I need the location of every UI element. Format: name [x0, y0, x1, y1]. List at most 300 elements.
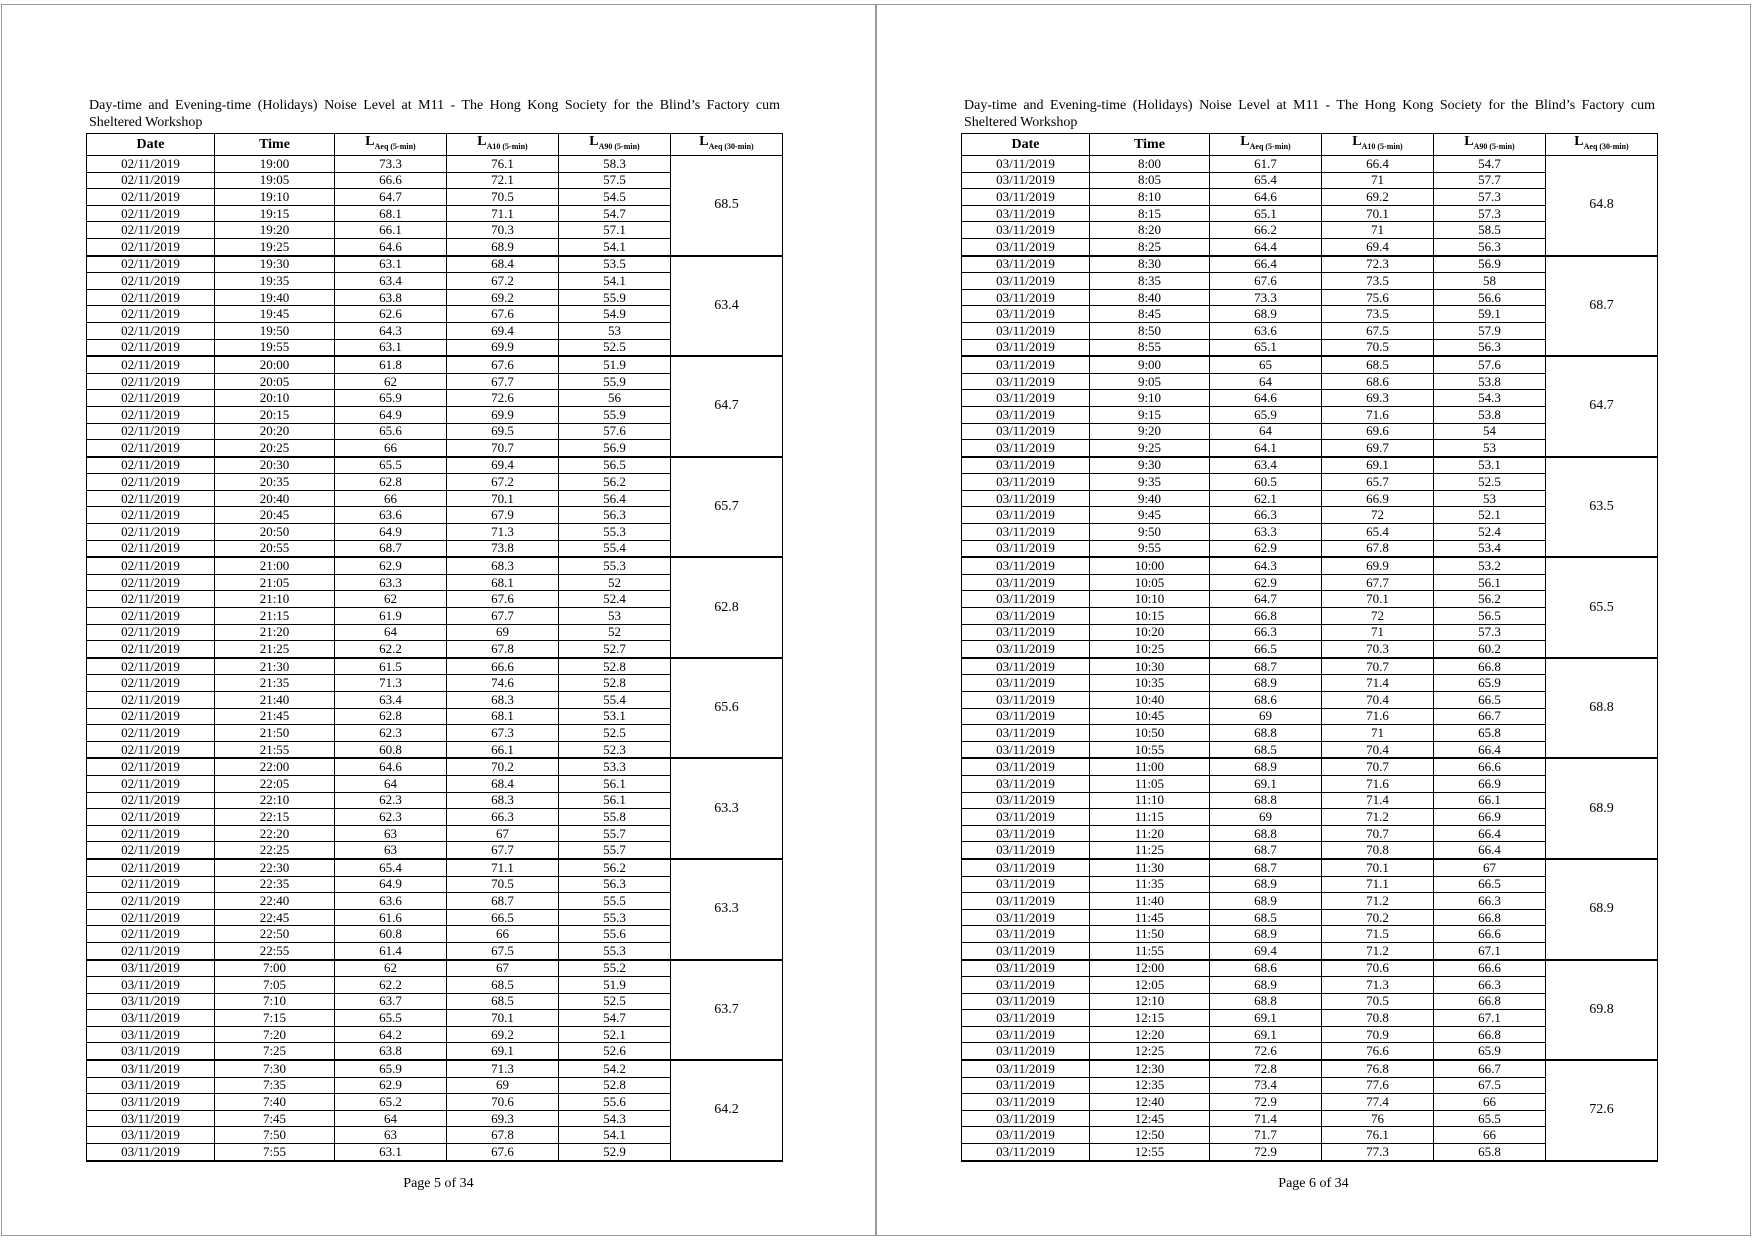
laeq-5min-cell: 66.3: [1210, 507, 1322, 524]
laeq-5min-cell: 68.8: [1210, 725, 1322, 742]
la10-5min-cell: 76.6: [1322, 1043, 1434, 1060]
laeq-5min-cell: 62: [335, 373, 447, 390]
header-la90-5min: [559, 134, 671, 156]
laeq-5min-cell: 64: [335, 775, 447, 792]
laeq-5min-cell: 73.3: [335, 156, 447, 173]
time-cell: 11:25: [1090, 842, 1210, 859]
time-cell: 10:45: [1090, 708, 1210, 725]
la10-5min-cell: 68.3: [447, 692, 559, 709]
la10-5min-cell: 67.7: [1322, 574, 1434, 591]
la10-5min-cell: 72.3: [1322, 256, 1434, 273]
date-cell: 03/11/2019: [962, 256, 1090, 273]
la90-5min-cell: 57.6: [559, 423, 671, 440]
laeq-5min-cell: 68.9: [1210, 926, 1322, 943]
la10-5min-cell: 71.2: [1322, 893, 1434, 910]
laeq-5min-cell: 68.6: [1210, 960, 1322, 977]
time-cell: 9:45: [1090, 507, 1210, 524]
la10-5min-cell: 70.4: [1322, 692, 1434, 709]
laeq-5min-cell: 61.4: [335, 942, 447, 959]
time-cell: 21:00: [215, 557, 335, 574]
table-row: [962, 256, 1658, 273]
laeq-5min-cell: 63: [335, 825, 447, 842]
laeq-5min-cell: 66.5: [1210, 641, 1322, 658]
time-cell: 19:40: [215, 289, 335, 306]
time-cell: 7:45: [215, 1110, 335, 1127]
laeq-30min-cell: 65.5: [1546, 557, 1658, 658]
time-cell: 22:25: [215, 842, 335, 859]
laeq-5min-cell: 65.6: [335, 423, 447, 440]
la10-5min-cell: 75.6: [1322, 289, 1434, 306]
la90-5min-cell: 55.9: [559, 289, 671, 306]
la90-5min-cell: 55.4: [559, 540, 671, 557]
la10-5min-cell: 71.2: [1322, 942, 1434, 959]
laeq-30min-cell: 63.7: [671, 960, 783, 1061]
la10-5min-cell: 67.6: [447, 356, 559, 373]
date-cell: 02/11/2019: [87, 859, 215, 876]
la90-5min-cell: 57.3: [1434, 189, 1546, 206]
laeq-5min-cell: 69.1: [1210, 1026, 1322, 1043]
date-cell: 02/11/2019: [87, 624, 215, 641]
la10-5min-cell: 68.7: [447, 893, 559, 910]
time-cell: 20:10: [215, 390, 335, 407]
la90-5min-cell: 53: [1434, 440, 1546, 457]
header-la10-5min: [1322, 134, 1434, 156]
la90-5min-cell: 52.4: [1434, 524, 1546, 541]
date-cell: 02/11/2019: [87, 758, 215, 775]
la10-5min-cell: 71.6: [1322, 406, 1434, 423]
time-cell: 19:15: [215, 205, 335, 222]
time-cell: 7:30: [215, 1060, 335, 1077]
laeq-5min-cell: 62.9: [335, 1077, 447, 1094]
date-cell: 02/11/2019: [87, 440, 215, 457]
la10-5min-cell: 71.2: [1322, 809, 1434, 826]
la90-5min-cell: 52: [559, 574, 671, 591]
laeq-5min-cell: 64.9: [335, 876, 447, 893]
la90-5min-cell: 58.3: [559, 156, 671, 173]
la10-5min-cell: 72: [1322, 608, 1434, 625]
date-cell: 02/11/2019: [87, 540, 215, 557]
table-row: [87, 156, 783, 173]
time-cell: 9:40: [1090, 490, 1210, 507]
date-cell: 02/11/2019: [87, 256, 215, 273]
laeq-5min-cell: 66: [335, 490, 447, 507]
time-cell: 7:10: [215, 993, 335, 1010]
la10-5min-cell: 76: [1322, 1110, 1434, 1127]
time-cell: 7:35: [215, 1077, 335, 1094]
time-cell: 19:35: [215, 273, 335, 290]
time-cell: 19:00: [215, 156, 335, 173]
laeq-30min-cell: 65.7: [671, 457, 783, 558]
laeq-5min-cell: 68.9: [1210, 977, 1322, 994]
time-cell: 20:45: [215, 507, 335, 524]
la90-5min-cell: 66.3: [1434, 893, 1546, 910]
date-cell: 03/11/2019: [962, 775, 1090, 792]
header-laeq-subscript: Aeq (5-min): [1249, 141, 1291, 151]
date-cell: 03/11/2019: [962, 809, 1090, 826]
time-cell: 7:20: [215, 1026, 335, 1043]
table-row: [87, 758, 783, 775]
date-cell: 03/11/2019: [962, 306, 1090, 323]
header-date: Date: [962, 134, 1090, 156]
la10-5min-cell: 72.6: [447, 390, 559, 407]
la10-5min-cell: 68.5: [447, 993, 559, 1010]
la10-5min-cell: 67.6: [447, 306, 559, 323]
time-cell: 19:10: [215, 189, 335, 206]
header-laeq30-subscript: Aeq (30-min): [1583, 141, 1629, 151]
la90-5min-cell: 55.9: [559, 406, 671, 423]
la90-5min-cell: 51.9: [559, 356, 671, 373]
table-header-row: [962, 134, 1658, 156]
date-cell: 03/11/2019: [962, 909, 1090, 926]
date-cell: 03/11/2019: [962, 440, 1090, 457]
laeq-5min-cell: 62.8: [335, 474, 447, 491]
la10-5min-cell: 67: [447, 825, 559, 842]
laeq-5min-cell: 66.8: [1210, 608, 1322, 625]
la10-5min-cell: 68.4: [447, 775, 559, 792]
laeq-5min-cell: 64: [1210, 423, 1322, 440]
la90-5min-cell: 54.9: [559, 306, 671, 323]
la90-5min-cell: 66.8: [1434, 658, 1546, 675]
laeq-5min-cell: 65.4: [335, 859, 447, 876]
la10-5min-cell: 70.2: [1322, 909, 1434, 926]
la90-5min-cell: 56: [559, 390, 671, 407]
date-cell: 02/11/2019: [87, 373, 215, 390]
la10-5min-cell: 71.3: [1322, 977, 1434, 994]
la90-5min-cell: 66.4: [1434, 842, 1546, 859]
date-cell: 03/11/2019: [87, 1094, 215, 1111]
laeq-5min-cell: 68.8: [1210, 825, 1322, 842]
time-cell: 9:55: [1090, 540, 1210, 557]
la90-5min-cell: 56.5: [1434, 608, 1546, 625]
date-cell: 02/11/2019: [87, 156, 215, 173]
laeq-5min-cell: 63.4: [1210, 457, 1322, 474]
table-title: Day-time and Evening-time (Holidays) Noise Level at M11 - The Hong Kong Society for the Blind’s Factory cum Sheltered Workshop: [964, 98, 1655, 130]
time-cell: 21:15: [215, 608, 335, 625]
header-la90-subscript: A90 (5-min): [598, 141, 640, 151]
la10-5min-cell: 69.6: [1322, 423, 1434, 440]
date-cell: 03/11/2019: [962, 708, 1090, 725]
date-cell: 02/11/2019: [87, 306, 215, 323]
date-cell: 03/11/2019: [962, 524, 1090, 541]
date-cell: 02/11/2019: [87, 725, 215, 742]
la90-5min-cell: 67.1: [1434, 1010, 1546, 1027]
time-cell: 22:20: [215, 825, 335, 842]
date-cell: 03/11/2019: [962, 591, 1090, 608]
laeq-5min-cell: 63.6: [335, 507, 447, 524]
la90-5min-cell: 67: [1434, 859, 1546, 876]
date-cell: 03/11/2019: [962, 339, 1090, 356]
laeq-5min-cell: 67.6: [1210, 273, 1322, 290]
la10-5min-cell: 70.7: [1322, 758, 1434, 775]
date-cell: 03/11/2019: [962, 574, 1090, 591]
laeq-5min-cell: 60.8: [335, 741, 447, 758]
la10-5min-cell: 69: [447, 1077, 559, 1094]
time-cell: 9:30: [1090, 457, 1210, 474]
laeq-5min-cell: 72.6: [1210, 1043, 1322, 1060]
time-cell: 7:55: [215, 1144, 335, 1161]
time-cell: 19:50: [215, 322, 335, 339]
la10-5min-cell: 71.1: [1322, 876, 1434, 893]
la10-5min-cell: 76.1: [1322, 1127, 1434, 1144]
table-row: [962, 859, 1658, 876]
laeq-5min-cell: 71.7: [1210, 1127, 1322, 1144]
laeq-5min-cell: 65.1: [1210, 339, 1322, 356]
la90-5min-cell: 66.9: [1434, 809, 1546, 826]
date-cell: 02/11/2019: [87, 741, 215, 758]
laeq-30min-cell: 68.9: [1546, 758, 1658, 859]
la90-5min-cell: 54.3: [559, 1110, 671, 1127]
la90-5min-cell: 53.1: [559, 708, 671, 725]
header-la10-symbol: L: [477, 134, 487, 150]
laeq-5min-cell: 64.6: [1210, 189, 1322, 206]
date-cell: 02/11/2019: [87, 172, 215, 189]
la90-5min-cell: 65.8: [1434, 1144, 1546, 1161]
time-cell: 21:05: [215, 574, 335, 591]
la10-5min-cell: 70.1: [1322, 591, 1434, 608]
date-cell: 03/11/2019: [962, 222, 1090, 239]
la10-5min-cell: 69.3: [1322, 390, 1434, 407]
la90-5min-cell: 52.7: [559, 641, 671, 658]
date-cell: 03/11/2019: [962, 273, 1090, 290]
date-cell: 03/11/2019: [962, 1043, 1090, 1060]
la90-5min-cell: 52.5: [559, 339, 671, 356]
laeq-5min-cell: 62.3: [335, 725, 447, 742]
date-cell: 03/11/2019: [87, 977, 215, 994]
la90-5min-cell: 52: [559, 624, 671, 641]
la10-5min-cell: 69.5: [447, 423, 559, 440]
time-cell: 20:55: [215, 540, 335, 557]
la10-5min-cell: 69.1: [1322, 457, 1434, 474]
la90-5min-cell: 55.7: [559, 825, 671, 842]
la10-5min-cell: 65.7: [1322, 474, 1434, 491]
date-cell: 03/11/2019: [87, 1010, 215, 1027]
time-cell: 22:05: [215, 775, 335, 792]
laeq-5min-cell: 62: [335, 591, 447, 608]
date-cell: 03/11/2019: [962, 741, 1090, 758]
date-cell: 03/11/2019: [962, 1077, 1090, 1094]
la90-5min-cell: 65.8: [1434, 725, 1546, 742]
la90-5min-cell: 56.2: [1434, 591, 1546, 608]
date-cell: 02/11/2019: [87, 775, 215, 792]
la10-5min-cell: 74.6: [447, 675, 559, 692]
la90-5min-cell: 54.3: [1434, 390, 1546, 407]
laeq-5min-cell: 73.3: [1210, 289, 1322, 306]
time-cell: 10:35: [1090, 675, 1210, 692]
la90-5min-cell: 66.6: [1434, 926, 1546, 943]
laeq-5min-cell: 68.5: [1210, 909, 1322, 926]
la90-5min-cell: 66.8: [1434, 993, 1546, 1010]
la10-5min-cell: 68.3: [447, 557, 559, 574]
time-cell: 12:45: [1090, 1110, 1210, 1127]
date-cell: 02/11/2019: [87, 238, 215, 255]
laeq-5min-cell: 68.9: [1210, 893, 1322, 910]
date-cell: 03/11/2019: [962, 238, 1090, 255]
header-laeq30-symbol: L: [1574, 134, 1584, 150]
la90-5min-cell: 55.9: [559, 373, 671, 390]
header-la10-5min: [447, 134, 559, 156]
la90-5min-cell: 52.8: [559, 1077, 671, 1094]
page-number: Page 5 of 34: [403, 1176, 474, 1191]
date-cell: 03/11/2019: [962, 474, 1090, 491]
laeq-5min-cell: 64.3: [1210, 557, 1322, 574]
la10-5min-cell: 69.4: [1322, 238, 1434, 255]
laeq-30min-cell: 63.5: [1546, 457, 1658, 558]
la10-5min-cell: 73.5: [1322, 306, 1434, 323]
la10-5min-cell: 69.2: [447, 289, 559, 306]
date-cell: 03/11/2019: [87, 1127, 215, 1144]
laeq-5min-cell: 69.4: [1210, 942, 1322, 959]
date-cell: 02/11/2019: [87, 893, 215, 910]
date-cell: 03/11/2019: [962, 457, 1090, 474]
time-cell: 9:00: [1090, 356, 1210, 373]
la90-5min-cell: 53: [559, 322, 671, 339]
la90-5min-cell: 53.2: [1434, 557, 1546, 574]
date-cell: 03/11/2019: [962, 189, 1090, 206]
la90-5min-cell: 56.4: [559, 490, 671, 507]
table-row: [87, 457, 783, 474]
table-body: [87, 156, 783, 1161]
la10-5min-cell: 67.8: [447, 641, 559, 658]
laeq-5min-cell: 65.9: [335, 390, 447, 407]
la10-5min-cell: 71.6: [1322, 775, 1434, 792]
la90-5min-cell: 54.7: [559, 205, 671, 222]
la10-5min-cell: 70.8: [1322, 1010, 1434, 1027]
time-cell: 10:25: [1090, 641, 1210, 658]
laeq-5min-cell: 68.7: [1210, 658, 1322, 675]
la10-5min-cell: 69.1: [447, 1043, 559, 1060]
laeq-5min-cell: 65.9: [335, 1060, 447, 1077]
laeq-5min-cell: 68.9: [1210, 758, 1322, 775]
laeq-30min-cell: 64.7: [1546, 356, 1658, 457]
la90-5min-cell: 66.6: [1434, 758, 1546, 775]
date-cell: 03/11/2019: [962, 942, 1090, 959]
la10-5min-cell: 71.5: [1322, 926, 1434, 943]
date-cell: 02/11/2019: [87, 273, 215, 290]
la90-5min-cell: 65.9: [1434, 675, 1546, 692]
time-cell: 20:30: [215, 457, 335, 474]
table-header-row: [87, 134, 783, 156]
page-number: Page 6 of 34: [1278, 1176, 1349, 1191]
la10-5min-cell: 69.9: [1322, 557, 1434, 574]
header-laeq-symbol: L: [1240, 134, 1250, 150]
date-cell: 02/11/2019: [87, 591, 215, 608]
time-cell: 9:20: [1090, 423, 1210, 440]
la10-5min-cell: 70.5: [1322, 993, 1434, 1010]
header-la90-5min: [1434, 134, 1546, 156]
la90-5min-cell: 56.3: [1434, 238, 1546, 255]
la10-5min-cell: 67: [447, 960, 559, 977]
la10-5min-cell: 67.8: [447, 1127, 559, 1144]
header-laeq-symbol: L: [365, 134, 375, 150]
date-cell: 02/11/2019: [87, 792, 215, 809]
la90-5min-cell: 60.2: [1434, 641, 1546, 658]
date-cell: 03/11/2019: [962, 172, 1090, 189]
table-title: Day-time and Evening-time (Holidays) Noise Level at M11 - The Hong Kong Society for the Blind’s Factory cum Sheltered Workshop: [89, 98, 780, 130]
date-cell: 03/11/2019: [962, 993, 1090, 1010]
la90-5min-cell: 51.9: [559, 977, 671, 994]
la90-5min-cell: 54: [1434, 423, 1546, 440]
time-cell: 20:20: [215, 423, 335, 440]
header-time: Time: [215, 134, 335, 156]
la90-5min-cell: 56.1: [559, 792, 671, 809]
date-cell: 03/11/2019: [87, 1026, 215, 1043]
la90-5min-cell: 53.3: [559, 758, 671, 775]
la10-5min-cell: 77.4: [1322, 1094, 1434, 1111]
date-cell: 03/11/2019: [962, 792, 1090, 809]
date-cell: 03/11/2019: [962, 1144, 1090, 1161]
laeq-5min-cell: 68.9: [1210, 306, 1322, 323]
la10-5min-cell: 70.3: [1322, 641, 1434, 658]
laeq-5min-cell: 63: [335, 842, 447, 859]
time-cell: 11:50: [1090, 926, 1210, 943]
la10-5min-cell: 71.1: [447, 205, 559, 222]
time-cell: 21:50: [215, 725, 335, 742]
la10-5min-cell: 68.5: [1322, 356, 1434, 373]
header-laeq30-subscript: Aeq (30-min): [708, 141, 754, 151]
la10-5min-cell: 66.1: [447, 741, 559, 758]
la90-5min-cell: 56.9: [559, 440, 671, 457]
laeq-5min-cell: 62.2: [335, 641, 447, 658]
table-row: [962, 156, 1658, 173]
laeq-5min-cell: 61.6: [335, 909, 447, 926]
la90-5min-cell: 52.1: [1434, 507, 1546, 524]
laeq-30min-cell: 63.3: [671, 758, 783, 859]
la90-5min-cell: 66.8: [1434, 1026, 1546, 1043]
laeq-5min-cell: 63.4: [335, 273, 447, 290]
la10-5min-cell: 67.6: [447, 591, 559, 608]
header-la10-subscript: A10 (5-min): [486, 141, 528, 151]
la10-5min-cell: 67.7: [447, 608, 559, 625]
time-cell: 19:05: [215, 172, 335, 189]
date-cell: 03/11/2019: [962, 758, 1090, 775]
date-cell: 03/11/2019: [87, 993, 215, 1010]
date-cell: 03/11/2019: [962, 859, 1090, 876]
la90-5min-cell: 66: [1434, 1094, 1546, 1111]
date-cell: 02/11/2019: [87, 507, 215, 524]
laeq-5min-cell: 72.9: [1210, 1144, 1322, 1161]
time-cell: 19:20: [215, 222, 335, 239]
date-cell: 02/11/2019: [87, 222, 215, 239]
date-cell: 02/11/2019: [87, 457, 215, 474]
la90-5min-cell: 57.9: [1434, 322, 1546, 339]
laeq-5min-cell: 64.3: [335, 322, 447, 339]
header-la10-symbol: L: [1352, 134, 1362, 150]
time-cell: 20:25: [215, 440, 335, 457]
la10-5min-cell: 70.6: [447, 1094, 559, 1111]
date-cell: 03/11/2019: [87, 1060, 215, 1077]
time-cell: 8:30: [1090, 256, 1210, 273]
table-row: [962, 960, 1658, 977]
laeq-5min-cell: 62.3: [335, 792, 447, 809]
time-cell: 10:55: [1090, 741, 1210, 758]
la10-5min-cell: 67.5: [447, 942, 559, 959]
time-cell: 12:30: [1090, 1060, 1210, 1077]
laeq-5min-cell: 64.2: [335, 1026, 447, 1043]
date-cell: 02/11/2019: [87, 356, 215, 373]
la90-5min-cell: 57.1: [559, 222, 671, 239]
time-cell: 21:10: [215, 591, 335, 608]
date-cell: 03/11/2019: [962, 289, 1090, 306]
date-cell: 03/11/2019: [87, 1144, 215, 1161]
la90-5min-cell: 53.5: [559, 256, 671, 273]
laeq-5min-cell: 63.4: [335, 692, 447, 709]
laeq-5min-cell: 64.6: [335, 238, 447, 255]
header-la10-subscript: A10 (5-min): [1361, 141, 1403, 151]
time-cell: 20:40: [215, 490, 335, 507]
la90-5min-cell: 59.1: [1434, 306, 1546, 323]
laeq-5min-cell: 60.5: [1210, 474, 1322, 491]
date-cell: 03/11/2019: [962, 1060, 1090, 1077]
